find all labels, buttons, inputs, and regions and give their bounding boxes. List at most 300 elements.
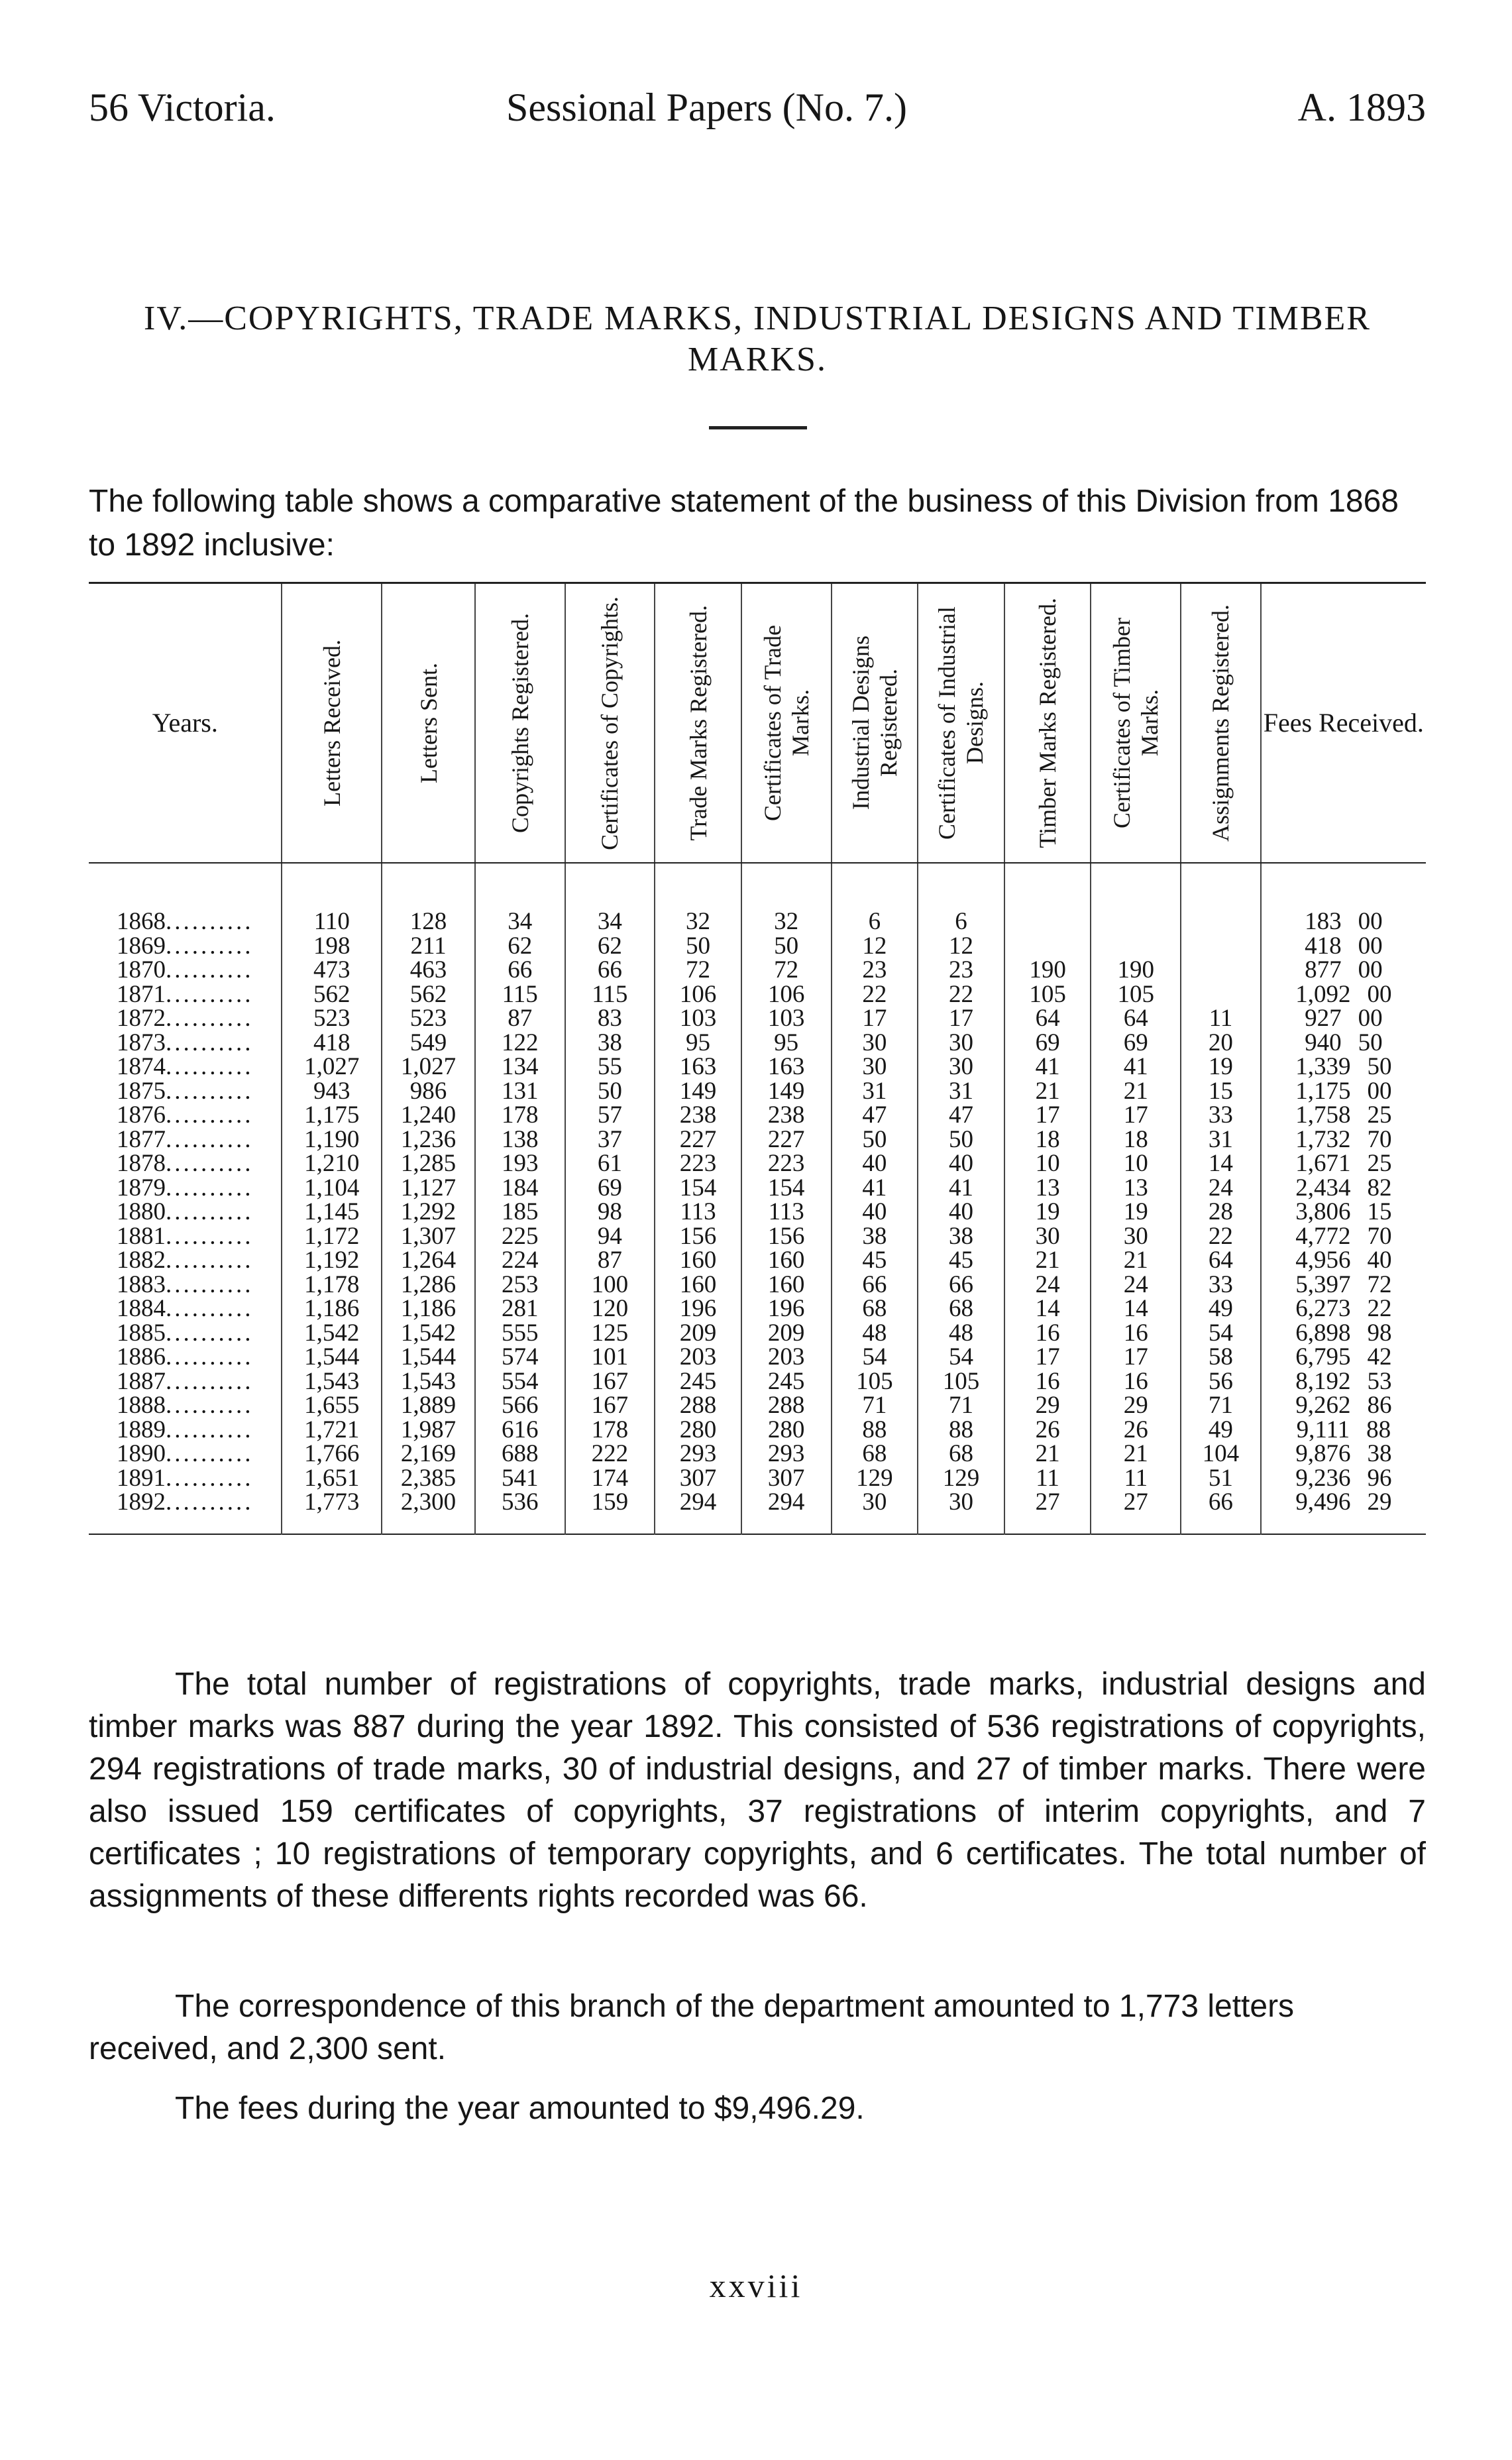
table-cell: 18 xyxy=(1004,1128,1091,1152)
year-cell: 1884 xyxy=(116,1295,166,1322)
table-cell: 29 xyxy=(1091,1394,1181,1418)
year-column-cell xyxy=(89,1152,282,1176)
table-cell: 1,543 xyxy=(282,1370,382,1394)
table-cell: 555 xyxy=(475,1321,565,1346)
fees-cents: 98 xyxy=(1367,1319,1392,1347)
fees-dollars: 9,111 xyxy=(1296,1416,1350,1443)
table-cell: 178 xyxy=(565,1418,655,1443)
table-cell: 174 xyxy=(565,1467,655,1491)
table-cell: 1,543 xyxy=(382,1370,475,1394)
table-cell: 138 xyxy=(475,1128,565,1152)
fees-dollars: 9,236 xyxy=(1295,1464,1351,1492)
fees-dollars: 1,671 xyxy=(1295,1150,1351,1177)
table-cell: 62 xyxy=(565,934,655,959)
year-column-cell xyxy=(89,1176,282,1201)
table-cell: 21 xyxy=(1091,1249,1181,1273)
table-cell: 549 xyxy=(382,1031,475,1056)
table-cell: 17 xyxy=(1004,1345,1091,1370)
table-cell: 21 xyxy=(1091,1442,1181,1467)
table-cell: 159 xyxy=(565,1490,655,1534)
fees-dollars: 4,956 xyxy=(1295,1247,1351,1274)
table-cell: 61 xyxy=(565,1152,655,1176)
fees-dollars: 6,795 xyxy=(1295,1343,1351,1370)
year-cell: 1887 xyxy=(116,1367,166,1395)
table-cell: 22 xyxy=(918,983,1004,1007)
table-cell: 72 xyxy=(741,958,832,983)
table-row xyxy=(89,1200,1426,1225)
table-cell: 418 xyxy=(282,1031,382,1056)
fees-dollars: 183 xyxy=(1305,908,1342,935)
table-cell: 943 xyxy=(282,1080,382,1104)
column-header-1 xyxy=(282,583,382,864)
table-cell: 16 xyxy=(1091,1321,1181,1346)
statistics-table xyxy=(89,582,1426,1535)
year-cell: 1885 xyxy=(116,1319,166,1347)
table-cell: 198 xyxy=(282,934,382,959)
table-cell: 17 xyxy=(1091,1345,1181,1370)
table-cell: 154 xyxy=(655,1176,741,1201)
table-cell: 288 xyxy=(655,1394,741,1418)
fees-dollars: 1,732 xyxy=(1295,1125,1351,1153)
table-cell: 71 xyxy=(1181,1394,1261,1418)
table-cell: 87 xyxy=(475,1007,565,1031)
table-cell: 1,307 xyxy=(382,1225,475,1249)
table-cell: 66 xyxy=(475,958,565,983)
table-cell: 110 xyxy=(282,863,382,934)
table-cell: 30 xyxy=(918,1490,1004,1534)
table-row xyxy=(89,1225,1426,1249)
year-cell: 1880 xyxy=(116,1198,166,1225)
table-cell: 523 xyxy=(282,1007,382,1031)
table-cell: 50 xyxy=(565,1080,655,1104)
table-cell: 22 xyxy=(1181,1225,1261,1249)
year-column-cell xyxy=(89,958,282,983)
table-cell: 1,544 xyxy=(282,1345,382,1370)
fees-cents: 25 xyxy=(1367,1150,1392,1177)
table-cell: 32 xyxy=(655,863,741,934)
year-cell: 1892 xyxy=(116,1488,166,1516)
fees-cell xyxy=(1261,1031,1426,1056)
table-cell: 1,766 xyxy=(282,1442,382,1467)
table-cell: 1,542 xyxy=(282,1321,382,1346)
table-cell: 193 xyxy=(475,1152,565,1176)
table-cell: 71 xyxy=(832,1394,918,1418)
table-cell: 40 xyxy=(918,1152,1004,1176)
table-row xyxy=(89,1007,1426,1031)
fees-cell xyxy=(1261,1394,1426,1418)
table-row xyxy=(89,1345,1426,1370)
table-cell: 1,987 xyxy=(382,1418,475,1443)
table-cell: 1,773 xyxy=(282,1490,382,1534)
year-column-cell xyxy=(89,1345,282,1370)
fees-dollars: 3,806 xyxy=(1295,1198,1351,1225)
fees-cell xyxy=(1261,1249,1426,1273)
leader-dots xyxy=(166,1416,254,1443)
table-cell: 616 xyxy=(475,1418,565,1443)
header-year: A. 1893 xyxy=(1297,85,1426,129)
fees-cents: 22 xyxy=(1367,1295,1392,1322)
fees-cents: 88 xyxy=(1366,1416,1391,1443)
table-cell: 554 xyxy=(475,1370,565,1394)
fees-cents: 00 xyxy=(1358,932,1383,960)
table-cell: 225 xyxy=(475,1225,565,1249)
table-cell: 37 xyxy=(565,1128,655,1152)
table-cell: 21 xyxy=(1091,1080,1181,1104)
table-cell: 21 xyxy=(1004,1080,1091,1104)
table-cell: 21 xyxy=(1004,1442,1091,1467)
table-cell: 1,145 xyxy=(282,1200,382,1225)
correspondence-paragraph: The correspondence of this branch of the department amounted to 1,773 letters received, and 2,300 sent. xyxy=(89,1989,1295,2066)
column-header-label: Timber Marks Registered. xyxy=(1034,598,1061,848)
table-cell: 14 xyxy=(1091,1297,1181,1321)
fees-cell xyxy=(1261,958,1426,983)
header-sessional-papers: Sessional Papers (No. 7.) xyxy=(506,85,907,129)
table-cell: 19 xyxy=(1004,1200,1091,1225)
leader-dots xyxy=(166,1319,254,1347)
table-cell: 49 xyxy=(1181,1297,1261,1321)
table-cell: 103 xyxy=(741,1007,832,1031)
table-cell: 688 xyxy=(475,1442,565,1467)
table-cell: 1,292 xyxy=(382,1200,475,1225)
fees-cents: 42 xyxy=(1367,1343,1392,1370)
table-cell: 11 xyxy=(1004,1467,1091,1491)
year-column-cell xyxy=(89,1464,282,1492)
column-header-3 xyxy=(475,583,565,864)
table-cell: 10 xyxy=(1004,1152,1091,1176)
fees-dollars: 2,434 xyxy=(1295,1174,1351,1202)
year-cell: 1886 xyxy=(116,1343,166,1370)
table-cell: 38 xyxy=(918,1225,1004,1249)
fees-dollars: 6,273 xyxy=(1295,1295,1351,1322)
table-cell: 1,285 xyxy=(382,1152,475,1176)
fees-cents: 50 xyxy=(1358,1029,1383,1056)
leader-dots xyxy=(166,932,254,960)
fees-cents: 50 xyxy=(1367,1053,1392,1080)
year-cell: 1881 xyxy=(116,1222,166,1250)
table-cell: 24 xyxy=(1181,1176,1261,1201)
table-cell: 19 xyxy=(1091,1200,1181,1225)
fees-cents: 40 xyxy=(1367,1247,1392,1274)
table-cell: 1,186 xyxy=(282,1297,382,1321)
table-cell xyxy=(1181,983,1261,1007)
table-cell: 68 xyxy=(918,1297,1004,1321)
fees-cents: 38 xyxy=(1367,1440,1392,1467)
column-header-label: Certificates of Trade Marks. xyxy=(759,625,814,821)
table-cell: 227 xyxy=(655,1128,741,1152)
table-cell: 253 xyxy=(475,1273,565,1298)
year-column-cell xyxy=(89,1031,282,1056)
leader-dots xyxy=(166,1078,254,1105)
table-cell: 541 xyxy=(475,1467,565,1491)
leader-dots xyxy=(166,1295,254,1322)
table-cell: 238 xyxy=(741,1103,832,1128)
fees-cell xyxy=(1261,1367,1426,1395)
column-header-label: Industrial Designs Registered. xyxy=(847,636,902,811)
table-cell: 12 xyxy=(832,934,918,959)
table-cell xyxy=(1181,958,1261,983)
fees-dollars: 1,758 xyxy=(1295,1101,1351,1129)
table-cell: 6 xyxy=(918,863,1004,934)
table-cell: 1,175 xyxy=(282,1103,382,1128)
year-column-cell xyxy=(89,1321,282,1346)
table-cell: 2,169 xyxy=(382,1442,475,1467)
table-cell: 156 xyxy=(741,1225,832,1249)
table-cell: 294 xyxy=(741,1490,832,1534)
fees-cents: 53 xyxy=(1367,1367,1392,1395)
table-cell: 17 xyxy=(1004,1103,1091,1128)
table-cell: 66 xyxy=(565,958,655,983)
table-cell: 103 xyxy=(655,1007,741,1031)
leader-dots xyxy=(166,1343,254,1370)
table-cell: 15 xyxy=(1181,1080,1261,1104)
summary-paragraph: The total number of registrations of copyrights, trade marks, industrial designs and timber marks was 887 during the year 1892. This consisted of 536 registrations of copyrights, 294 registrations of trade marks, 30 of industrial designs, and 27 of timber marks. There were also issued 159 certificates of copyrights, 37 registrations of interim copyrights, and 7 certificates ; 10 registrations of temporary copyrights, and 6 certificates. The total number of assignments of these differents rights recorded was 66. xyxy=(89,1667,1426,1914)
fees-dollars: 1,175 xyxy=(1295,1077,1351,1105)
table-row xyxy=(89,863,1426,934)
table-cell: 21 xyxy=(1004,1249,1091,1273)
table-cell xyxy=(1091,863,1181,934)
table-cell: 83 xyxy=(565,1007,655,1031)
fees-cents: 86 xyxy=(1367,1392,1392,1419)
year-cell: 1888 xyxy=(116,1392,166,1419)
table-cell: 196 xyxy=(655,1297,741,1321)
table-cell: 68 xyxy=(832,1297,918,1321)
fees-cell xyxy=(1261,1152,1426,1176)
table-row xyxy=(89,958,1426,983)
title-rule xyxy=(709,426,807,429)
table-cell: 184 xyxy=(475,1176,565,1201)
table-cell: 55 xyxy=(565,1055,655,1080)
table-cell: 41 xyxy=(832,1176,918,1201)
table-cell: 19 xyxy=(1181,1055,1261,1080)
table-cell: 16 xyxy=(1004,1321,1091,1346)
column-header-4 xyxy=(565,583,655,864)
year-cell: 1874 xyxy=(116,1053,166,1080)
table-cell: 149 xyxy=(741,1080,832,1104)
table-row xyxy=(89,1442,1426,1467)
fees-cell xyxy=(1261,1464,1426,1492)
table-cell: 1,264 xyxy=(382,1249,475,1273)
fees-cents: 72 xyxy=(1367,1270,1392,1298)
table-cell: 113 xyxy=(655,1200,741,1225)
table-cell: 154 xyxy=(741,1176,832,1201)
table-cell: 54 xyxy=(1181,1321,1261,1346)
year-column-cell xyxy=(89,1394,282,1418)
leader-dots xyxy=(166,1392,254,1419)
table-cell: 104 xyxy=(1181,1442,1261,1467)
table-cell: 68 xyxy=(832,1442,918,1467)
table-cell xyxy=(1004,863,1091,934)
column-header-6 xyxy=(741,583,832,864)
year-cell: 1871 xyxy=(116,980,166,1008)
table-cell: 20 xyxy=(1181,1031,1261,1056)
table-cell: 160 xyxy=(655,1273,741,1298)
column-header-label: Certificates of Copyrights. xyxy=(596,596,623,850)
table-cell: 105 xyxy=(1004,983,1091,1007)
table-cell: 41 xyxy=(1004,1055,1091,1080)
table-cell: 27 xyxy=(1091,1490,1181,1534)
column-header-label: Assignments Registered. xyxy=(1207,604,1234,842)
table-cell: 30 xyxy=(832,1490,918,1534)
year-cell: 1876 xyxy=(116,1101,166,1129)
table-cell: 13 xyxy=(1091,1176,1181,1201)
fees-cents: 00 xyxy=(1367,980,1392,1008)
year-column-cell xyxy=(89,1103,282,1128)
table-cell: 293 xyxy=(741,1442,832,1467)
table-cell: 30 xyxy=(832,1055,918,1080)
year-column-cell xyxy=(89,1222,282,1250)
table-cell: 122 xyxy=(475,1031,565,1056)
column-header-label: Certificates of Timber Marks. xyxy=(1108,618,1163,828)
table-cell: 1,027 xyxy=(382,1055,475,1080)
section-title: IV.—COPYRIGHTS, TRADE MARKS, INDUSTRIAL DESIGNS AND TIMBER MARKS. xyxy=(144,300,1371,378)
year-cell: 1882 xyxy=(116,1247,166,1274)
table-cell: 31 xyxy=(832,1080,918,1104)
fees-cell xyxy=(1261,1442,1426,1467)
table-cell: 463 xyxy=(382,958,475,983)
fees-dollars: 4,772 xyxy=(1295,1222,1351,1250)
fees-dollars: 9,876 xyxy=(1295,1440,1351,1467)
table-cell: 50 xyxy=(655,934,741,959)
table-cell: 100 xyxy=(565,1273,655,1298)
table-cell: 238 xyxy=(655,1103,741,1128)
table-cell: 48 xyxy=(832,1321,918,1346)
table-cell: 2,385 xyxy=(382,1467,475,1491)
fees-cents: 82 xyxy=(1367,1174,1392,1202)
table-cell: 31 xyxy=(918,1080,1004,1104)
column-header-5 xyxy=(655,583,741,864)
table-row xyxy=(89,1297,1426,1321)
table-cell: 38 xyxy=(832,1225,918,1249)
table-cell: 38 xyxy=(565,1031,655,1056)
column-header-label: Letters Sent. xyxy=(415,663,442,783)
fees-cents: 96 xyxy=(1367,1464,1392,1492)
year-column-cell xyxy=(89,980,282,1008)
table-cell: 30 xyxy=(918,1031,1004,1056)
table-cell: 58 xyxy=(1181,1345,1261,1370)
table-cell: 12 xyxy=(918,934,1004,959)
fees-cell xyxy=(1261,1125,1426,1153)
column-header-label: Copyrights Registered. xyxy=(506,613,533,833)
table-cell: 223 xyxy=(655,1152,741,1176)
year-cell: 1873 xyxy=(116,1029,166,1056)
fees-cents: 70 xyxy=(1367,1125,1392,1153)
table-cell: 120 xyxy=(565,1297,655,1321)
table-cell: 1,186 xyxy=(382,1297,475,1321)
table-cell: 94 xyxy=(565,1225,655,1249)
table-cell: 209 xyxy=(655,1321,741,1346)
table-cell: 41 xyxy=(918,1176,1004,1201)
table-cell: 88 xyxy=(918,1418,1004,1443)
column-header-11 xyxy=(1181,583,1261,864)
table-cell: 45 xyxy=(832,1249,918,1273)
table-cell: 131 xyxy=(475,1080,565,1104)
column-header-label: Trade Marks Registered. xyxy=(684,605,712,841)
year-cell: 1868 xyxy=(116,908,166,935)
column-header-0: Years. xyxy=(89,583,282,864)
table-cell: 129 xyxy=(832,1467,918,1491)
table-cell: 1,286 xyxy=(382,1273,475,1298)
table-cell: 47 xyxy=(832,1103,918,1128)
year-column-cell xyxy=(89,1490,282,1534)
year-column-cell xyxy=(89,1367,282,1395)
table-cell: 125 xyxy=(565,1321,655,1346)
table-cell: 23 xyxy=(918,958,1004,983)
year-column-cell xyxy=(89,1297,282,1321)
table-cell: 22 xyxy=(832,983,918,1007)
year-cell: 1889 xyxy=(116,1416,166,1443)
page-header xyxy=(89,85,1426,138)
year-column-cell xyxy=(89,1442,282,1467)
year-column-cell xyxy=(89,1270,282,1298)
table-cell: 129 xyxy=(918,1467,1004,1491)
fees-cell xyxy=(1261,980,1426,1008)
table-cell: 40 xyxy=(918,1200,1004,1225)
table-cell: 66 xyxy=(918,1273,1004,1298)
table-cell: 57 xyxy=(565,1103,655,1128)
table-cell: 986 xyxy=(382,1080,475,1104)
fees-dollars: 5,397 xyxy=(1295,1270,1351,1298)
leader-dots xyxy=(166,1101,254,1129)
leader-dots xyxy=(166,1247,254,1274)
leader-dots xyxy=(166,1150,254,1177)
leader-dots xyxy=(166,1174,254,1202)
table-cell: 115 xyxy=(475,983,565,1007)
table-cell: 50 xyxy=(741,934,832,959)
table-row xyxy=(89,934,1426,959)
fees-cell xyxy=(1261,1321,1426,1346)
column-header-8 xyxy=(918,583,1004,864)
table-cell: 1,190 xyxy=(282,1128,382,1152)
fees-cents: 70 xyxy=(1367,1222,1392,1250)
fees-dollars: 927 xyxy=(1305,1005,1342,1032)
table-cell: 227 xyxy=(741,1128,832,1152)
table-cell: 281 xyxy=(475,1297,565,1321)
table-cell: 101 xyxy=(565,1345,655,1370)
table-cell: 17 xyxy=(1091,1103,1181,1128)
fees-cell xyxy=(1261,1176,1426,1201)
fees-cell xyxy=(1261,1297,1426,1321)
table-cell: 88 xyxy=(832,1418,918,1443)
table-cell: 209 xyxy=(741,1321,832,1346)
table-cell: 105 xyxy=(832,1370,918,1394)
table-row xyxy=(89,1080,1426,1104)
fees-dollars: 877 xyxy=(1305,956,1342,983)
table-cell: 27 xyxy=(1004,1490,1091,1534)
table-cell: 64 xyxy=(1091,1007,1181,1031)
table-cell: 280 xyxy=(655,1418,741,1443)
table-cell: 178 xyxy=(475,1103,565,1128)
table-cell: 95 xyxy=(655,1031,741,1056)
year-cell: 1869 xyxy=(116,932,166,960)
table-cell: 106 xyxy=(655,983,741,1007)
fees-dollars: 940 xyxy=(1305,1029,1342,1056)
table-cell: 64 xyxy=(1004,1007,1091,1031)
year-column-cell xyxy=(89,1125,282,1153)
table-cell: 48 xyxy=(918,1321,1004,1346)
column-header-12: Fees Received. xyxy=(1261,583,1426,864)
table-row xyxy=(89,1103,1426,1128)
table-header-row xyxy=(89,583,1426,864)
fees-cell xyxy=(1261,1007,1426,1031)
table-cell: 32 xyxy=(741,863,832,934)
table-cell: 51 xyxy=(1181,1467,1261,1491)
table-row xyxy=(89,1031,1426,1056)
year-cell: 1883 xyxy=(116,1270,166,1298)
fees-dollars: 1,092 xyxy=(1295,980,1351,1008)
leader-dots xyxy=(166,956,254,983)
fees-cents: 00 xyxy=(1358,956,1383,983)
year-column-cell xyxy=(89,1418,282,1443)
